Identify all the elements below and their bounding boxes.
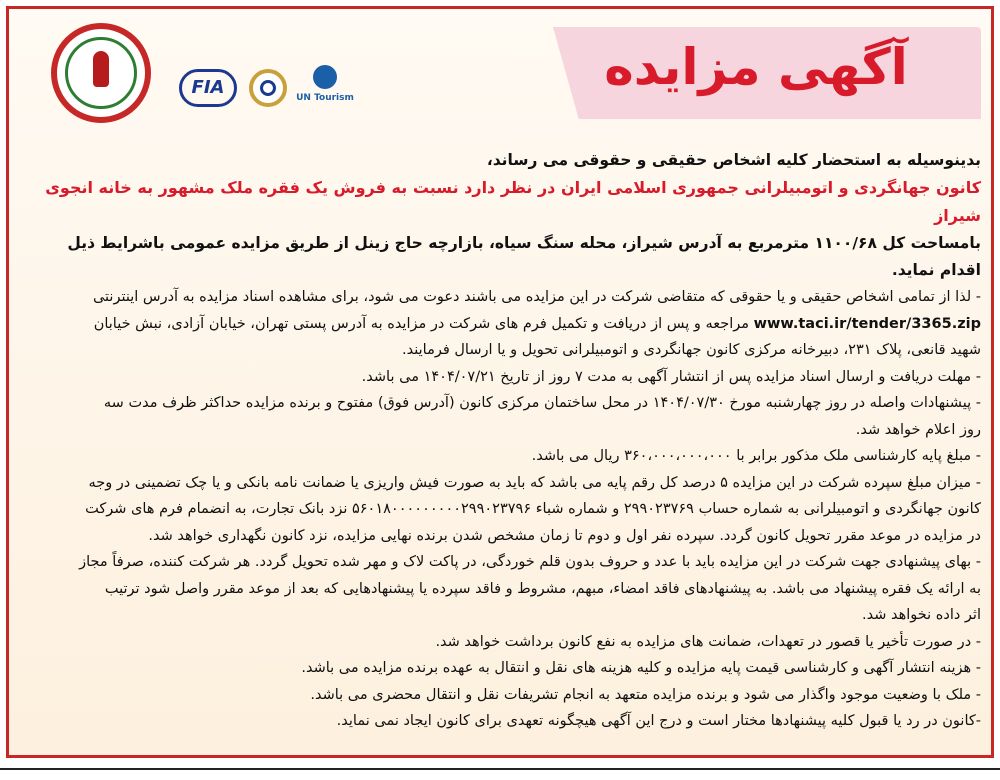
notice-title: آگهی مزایده [604,38,908,96]
un-tourism-label: UN Tourism [296,93,354,103]
condition-item-9: - ملک با وضعیت موجود واگذار می شود و برنده مزایده متعهد به انجام تشریفات نقل و انتقال محضری می باشد. [310,686,981,703]
condition-item-10: -کانون در رد یا قبول کلیه پیشنهادها مختار است و درج این آگهی هیچگونه تعهدی برای کانون ایجاد نمی نماید. [336,713,981,729]
organization-name: کانون جهانگردی و اتومبیلرانی جمهوری اسلامی ایران [560,178,981,197]
organization-line [23,174,981,230]
tender-documents-link[interactable]: www.taci.ir/tender/3365.zip [753,315,981,332]
organization-intent: در نظر دارد نسبت به فروش یک فقره ملک مشهور به خانه انجوی شیراز [45,178,981,225]
emblem-center-icon [93,51,109,87]
fia-logo-icon: FIA [179,69,237,107]
un-tourism-mark-icon [313,65,337,89]
condition-item-1: - لذا از تمامی اشخاص حقیقی و یا حقوقی که متقاضی شرکت در این مزایده می باشند دعوت می شود، برای مشاهده اسناد مزایده به آدرس اینترنتی www.taci.ir/tender/3365.zip مراجعه و پس از دریافت و تکمیل فرم های شرکت در مزایده به آدرس پستی تهران، خیابان آزادی، نبش خیابان شهید قانعی، پلاک ۲۳۱، دبیرخانه مرکزی کانون جهانگردی و اتومبیلرانی تحویل و یا ارسال فرمایند. [92,289,981,358]
greeting-line: بدینوسیله به استحضار کلیه اشخاص حقیقی و حقوقی می رساند، [486,151,981,169]
bottom-divider [0,768,1000,770]
condition-item-6: - بهای پیشنهادی جهت شرکت در این مزایده باید با عدد و حروف بدون قلم خوردگی، در پاکت لاک و مهر شده تحویل گردد. هر شرکت کننده، صرفاً مجاز به ارائه یک فقره پیشنهاد می باشد. به پیشنهادهای فاقد امضاء، مبهم، مشروط و فاقد سپرده یا پیشنهادهایی که بعد از موعد مقرر واصل شود ترتیب اثر داده نخواهد شد. [79,554,981,623]
automobile-club-emblem-icon [51,23,151,123]
notice-header [9,9,991,137]
condition-item-3: - پیشنهادات واصله در روز چهارشنبه مورخ ۱۴۰۴/۰۷/۳۰ در محل ساختمان مرکزی کانون (آدرس فوق) مفتوح و برنده مزایده حداکثر ظرف مدت سه روز اعلام خواهد شد. [103,395,981,438]
rings-logo-icon [249,69,287,107]
condition-item-5: - میزان مبلغ سپرده شرکت در این مزایده ۵ درصد کل رقم پایه می باشد که باید به صورت فیش واریزی یا ضمانت نامه بانکی و یا چک تضمینی در وجه کانون جهانگردی و اتومبیلرانی به شماره حساب ۲۹۹۰۲۳۷۶۹ و شماره شباء ۵۶۰۱۸۰۰۰۰۰۰۰۰۰۲۹۹۰۲۳۷۹۶ نزد بانک تجارت، به انضمام فرم های شرکت در مزایده در موعد مقرر تحویل کانون گردد. سپرده نفر اول و دوم تا زمان مشخص شدن برنده نهایی مزایده، نزد کانون نگهداری خواهد شد. [85,474,981,544]
notice-body [23,147,981,747]
condition-item-4: - مبلغ پایه کارشناسی ملک مذکور برابر با ۳۶۰،۰۰۰،۰۰۰،۰۰۰ ریال می باشد. [531,448,981,464]
condition-item-2: - مهلت دریافت و ارسال اسناد مزایده پس از انتشار آگهی به مدت ۷ روز از تاریخ ۱۴۰۴/۰۷/۲۱ می باشد. [361,368,981,385]
property-line: بامساحت کل ۱۱۰۰/۶۸ مترمربع به آدرس شیراز، محله سنگ سیاه، بازارچه حاج زینل از طریق مزایده عمومی باشرایط ذیل اقدام نماید. [67,234,981,279]
condition-item-7: - در صورت تأخیر یا قصور در تعهدات، ضمانت های مزایده به نفع کانون برداشت خواهد شد. [435,633,981,650]
un-tourism-logo [295,65,355,121]
notice-frame [6,6,994,758]
condition-item-8: - هزینه انتشار آگهی و کارشناسی قیمت پایه مزایده و کلیه هزینه های نقل و انتقال به عهده برنده مزایده می باشد. [301,660,981,676]
